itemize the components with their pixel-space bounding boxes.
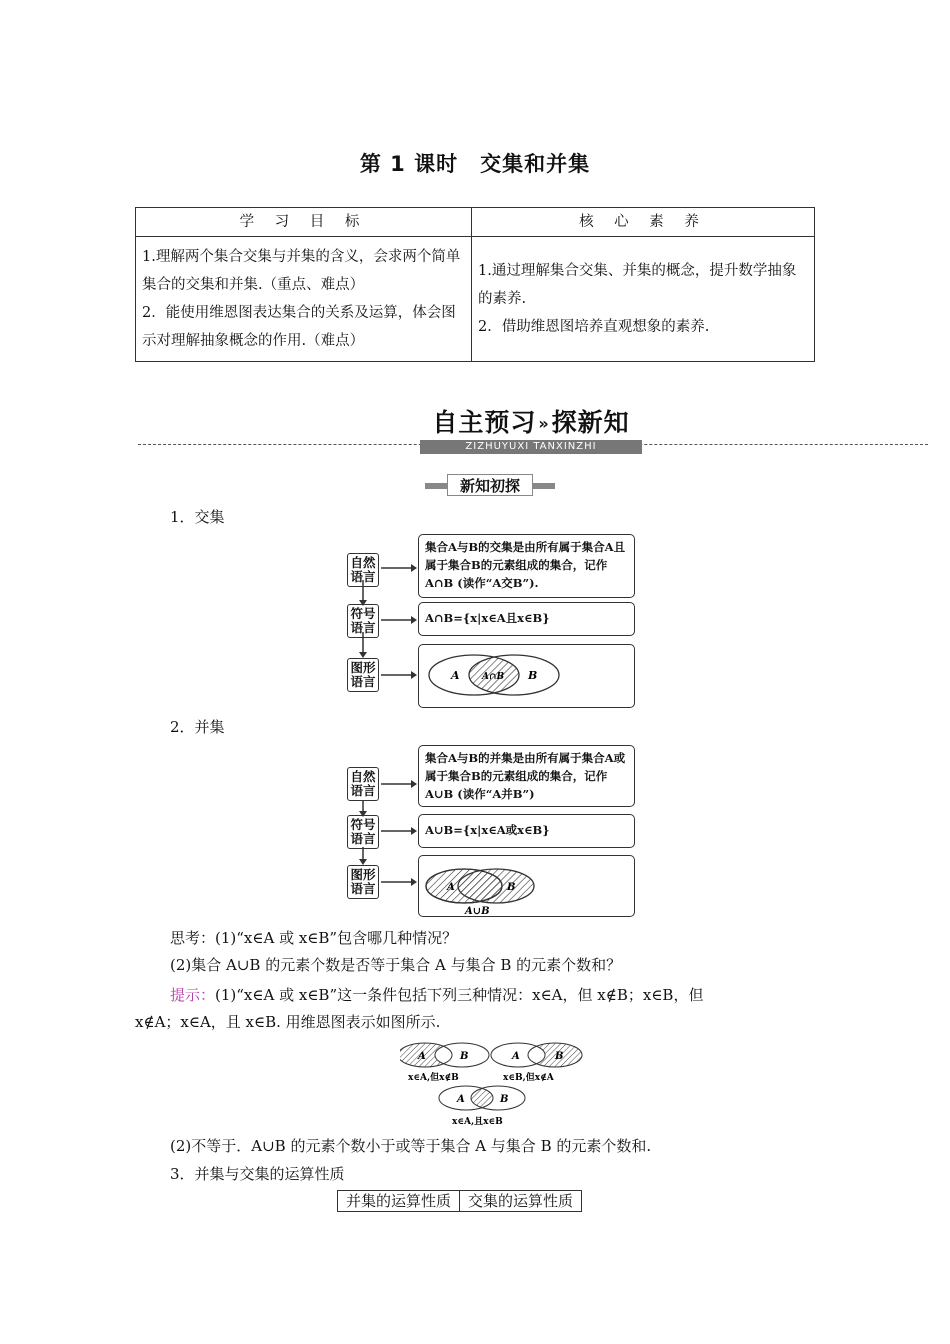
union-venn-box [418,855,635,917]
chip-label: 新知初探 [447,474,533,496]
intersection-venn-diagram [419,645,633,705]
section-intersection-heading: 1．交集 [170,508,225,526]
intersection-diagram [345,534,637,709]
hint-text-1: (1)“x∈A 或 x∈B”这一条件包括下列三种情况：x∈A，但 x∉B；x∈B，但 [215,986,704,1004]
objectives-table [135,207,815,362]
venn-label-a: A [451,669,460,682]
competency-2: 2．借助维恩图培养直观想象的素养. [478,319,710,335]
venn-label-a: A [447,882,455,893]
three-cases-venn [400,1040,590,1132]
union-natural-box: 集合A与B的并集是由所有属于集合A或属于集合B的元素组成的集合，记作 A∪B (读作“A并B”) [418,745,635,807]
union-venn-diagram [419,856,633,916]
svg-text:B: B [555,1051,564,1062]
venn-label-b: B [528,669,538,682]
competency-1: 1.通过理解集合交集、并集的概念，提升数学抽象的素养. [478,263,797,307]
graphic-language-label: 图形 语言 [347,658,379,692]
natural-language-label: 自然 语言 [347,553,379,587]
venn-caption-union: A∪B [465,906,490,916]
case-1-caption: x∈A,但x∉B [408,1073,459,1083]
svg-text:B: B [500,1094,509,1105]
svg-text:B: B [460,1051,469,1062]
banner-subtitle: ZIZHUYUXI TANXINZHI [420,440,642,454]
hint-label: 提示： [170,986,216,1004]
objective-2: 2．能使用维恩图表达集合的关系及运算，体会图示对理解抽象概念的作用.（难点） [142,305,456,349]
svg-text:A: A [512,1051,520,1062]
objectives-header: 学 习 目 标 [136,208,472,237]
hint-text-2: x∉A；x∈A，且 x∈B. 用维恩图表示如图所示. [135,1013,441,1031]
think-question-2: (2)集合 A∪B 的元素个数是否等于集合 A 与集合 B 的元素个数和？ [170,956,622,974]
venn-label-intersection: A∩B [482,672,505,682]
section-banner [420,406,642,450]
subsection-chip [425,474,555,496]
objective-1: 1.理解两个集合交集与并集的含义，会求两个简单集合的交集和并集.（重点、难点） [142,249,461,293]
svg-text:A: A [457,1094,465,1105]
banner-title-2: 探新知 [551,408,630,437]
competency-header: 核 心 素 养 [472,208,815,237]
banner-title-1: 自主预习 [432,408,537,437]
union-properties-header: 并集的运算性质 [338,1191,460,1212]
union-diagram [345,745,637,920]
banner-arrow-icon: » [538,414,550,433]
intersection-venn-box [418,644,635,708]
section-union-heading: 2．并集 [170,718,225,736]
hint-answer-2: (2)不等于．A∪B 的元素个数小于或等于集合 A 与集合 B 的元素个数和. [170,1137,652,1155]
intersection-natural-box: 集合A与B的交集是由所有属于集合A且属于集合B的元素组成的集合，记作 A∩B (读作“A交B”). [418,534,635,598]
symbol-language-label: 符号 语言 [347,604,379,638]
intersection-symbol-box: A∩B={x|x∈A且x∈B} [418,602,635,636]
case-3-caption: x∈A,且x∈B [452,1117,503,1127]
natural-language-label: 自然 语言 [347,767,379,801]
page-title: 第 1 课时 交集和并集 [359,152,591,176]
hint-paragraph [170,985,820,1005]
svg-text:A: A [418,1051,426,1062]
properties-table [337,1190,582,1212]
case-2-caption: x∈B,但x∉A [503,1073,554,1083]
intersection-properties-header: 交集的运算性质 [460,1191,582,1212]
symbol-language-label: 符号 语言 [347,815,379,849]
think-question-1: 思考：(1)“x∈A 或 x∈B”包含哪几种情况？ [170,929,458,947]
graphic-language-label: 图形 语言 [347,865,379,899]
union-symbol-box: A∪B={x|x∈A或x∈B} [418,814,635,848]
objectives-cell [136,237,472,362]
venn-label-b: B [507,882,516,893]
competency-cell [472,237,815,362]
section-properties-heading: 3．并集与交集的运算性质 [170,1165,345,1183]
